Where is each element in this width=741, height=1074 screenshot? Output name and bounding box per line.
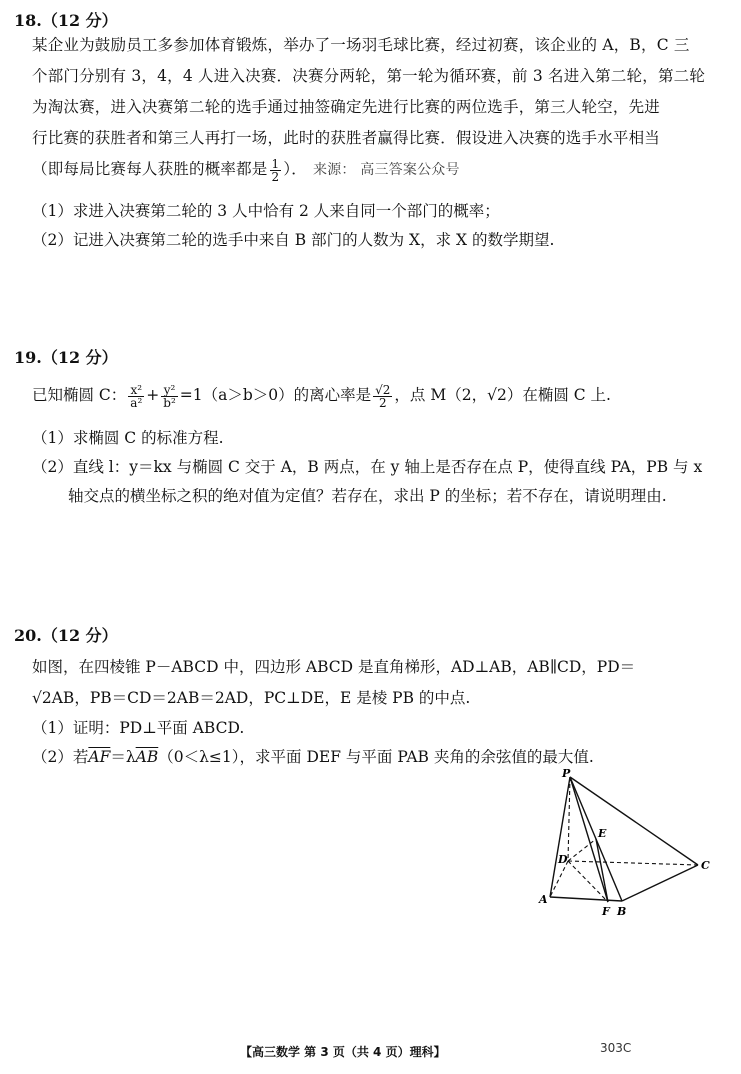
q19-intro-b: =1（a＞b＞0）的离心率是 [179,386,372,404]
q20-sub2 [32,745,594,767]
q18-frac-num: 1 [271,156,280,171]
q19-intro [32,383,611,409]
q19-sub2-b: 轴交点的横坐标之积的绝对值为定值？若存在，求出 P 的坐标；若不存在，请说明理由. [68,487,667,505]
label-f: F [602,905,610,918]
q19-frac-y-den: b² [163,395,176,410]
q19-frac-x [128,384,144,409]
label-b: B [617,905,627,918]
label-e: E [598,827,607,840]
q20-heading: 20.（12 分） [14,626,118,645]
q19-sub1: （1）求椭圆 C 的标准方程. [32,429,224,447]
q19-intro-a: 已知椭圆 C： [32,386,127,404]
q18-line-5 [32,154,722,186]
q19-frac-e-den: 2 [378,395,387,410]
edge-bc [622,865,698,901]
q19-sub2-a: （2）直线 l：y＝kx 与椭圆 C 交于 A，B 两点，在 y 轴上是否存在点 P，使得直线 PA，PB 与 x [32,458,703,476]
q18-line-1: 某企业为鼓励员工多参加体育锻炼，举办了一场羽毛球比赛，经过初赛，该企业的 A，B，C 三 [32,36,690,54]
source-note: 来源： 高三答案公众号 [313,162,460,178]
label-d: D [558,853,568,866]
paper-code: 303C [600,1041,632,1055]
q18-line-3: 为淘汰赛，进入决赛第二轮的选手通过抽签确定先进行比赛的两位选手，第三人轮空，先进 [32,98,661,116]
q19-frac-x-den: a² [130,395,143,410]
edge-ab [550,897,622,901]
vector-ab: $\overline{AB}$ [135,748,159,766]
label-c: C [701,859,710,872]
edge-pa [550,777,570,897]
q18-sub1: （1）求进入决赛第二轮的 3 人中恰有 2 人来自同一个部门的概率； [32,202,500,220]
q18-line-2: 个部门分别有 3，4，4 人进入决赛．决赛分两轮，第一轮为循环赛，前 3 名进入第二轮，第二轮 [32,67,706,85]
q18-last-prefix: （即每局比赛每人获胜的概率都是 [32,160,268,178]
q18-stem [32,30,722,186]
q19-frac-e [373,384,392,409]
q19-frac-e-num: √2 [375,382,391,397]
q20-line-1: 如图，在四棱锥 P－ABCD 中，四边形 ABCD 是直角梯形，AD⊥AB，AB∥CD，PD＝ [32,658,636,676]
edge-dc [568,861,698,865]
q19-frac-x-num: x² [128,384,144,397]
q19-intro-c: ，点 M（2，√2）在椭圆 C 上. [394,386,611,404]
q19-heading: 19.（12 分） [14,348,118,367]
vector-af: $\overline{AF}$ [88,748,111,766]
q18-heading: 18.（12 分） [14,11,118,30]
label-p: P [562,767,571,780]
label-a: A [539,893,548,906]
q18-last-suffix: ）． [283,160,308,178]
q19-frac-y [161,384,178,409]
q19-plus: + [146,386,160,404]
q20-sub2-a: （2）若 [32,748,89,766]
q18-line-4: 行比赛的获胜者和第三人再打一场，此时的获胜者赢得比赛．假设进入决赛的选手水平相当 [32,129,661,147]
page-footer: 【高三数学 第 3 页（共 4 页）理科】 [240,1045,446,1059]
q20-sub1: （1）证明：PD⊥平面 ABCD. [32,719,245,737]
pyramid-figure [530,765,720,925]
q18-frac-den: 2 [271,169,280,184]
q19-frac-y-num: y² [161,384,178,397]
q18-fraction [270,158,282,183]
q20-sub2-c: （0＜λ≤1），求平面 DEF 与平面 PAB 夹角的余弦值的最大值. [158,748,594,766]
q20-line-2: √2AB，PB＝CD＝2AB＝2AD，PC⊥DE，E 是棱 PB 的中点. [32,689,471,707]
q18-sub2: （2）记进入决赛第二轮的选手中来自 B 部门的人数为 X，求 X 的数学期望. [32,231,555,249]
q20-sub2-b: ＝λ [110,748,136,766]
